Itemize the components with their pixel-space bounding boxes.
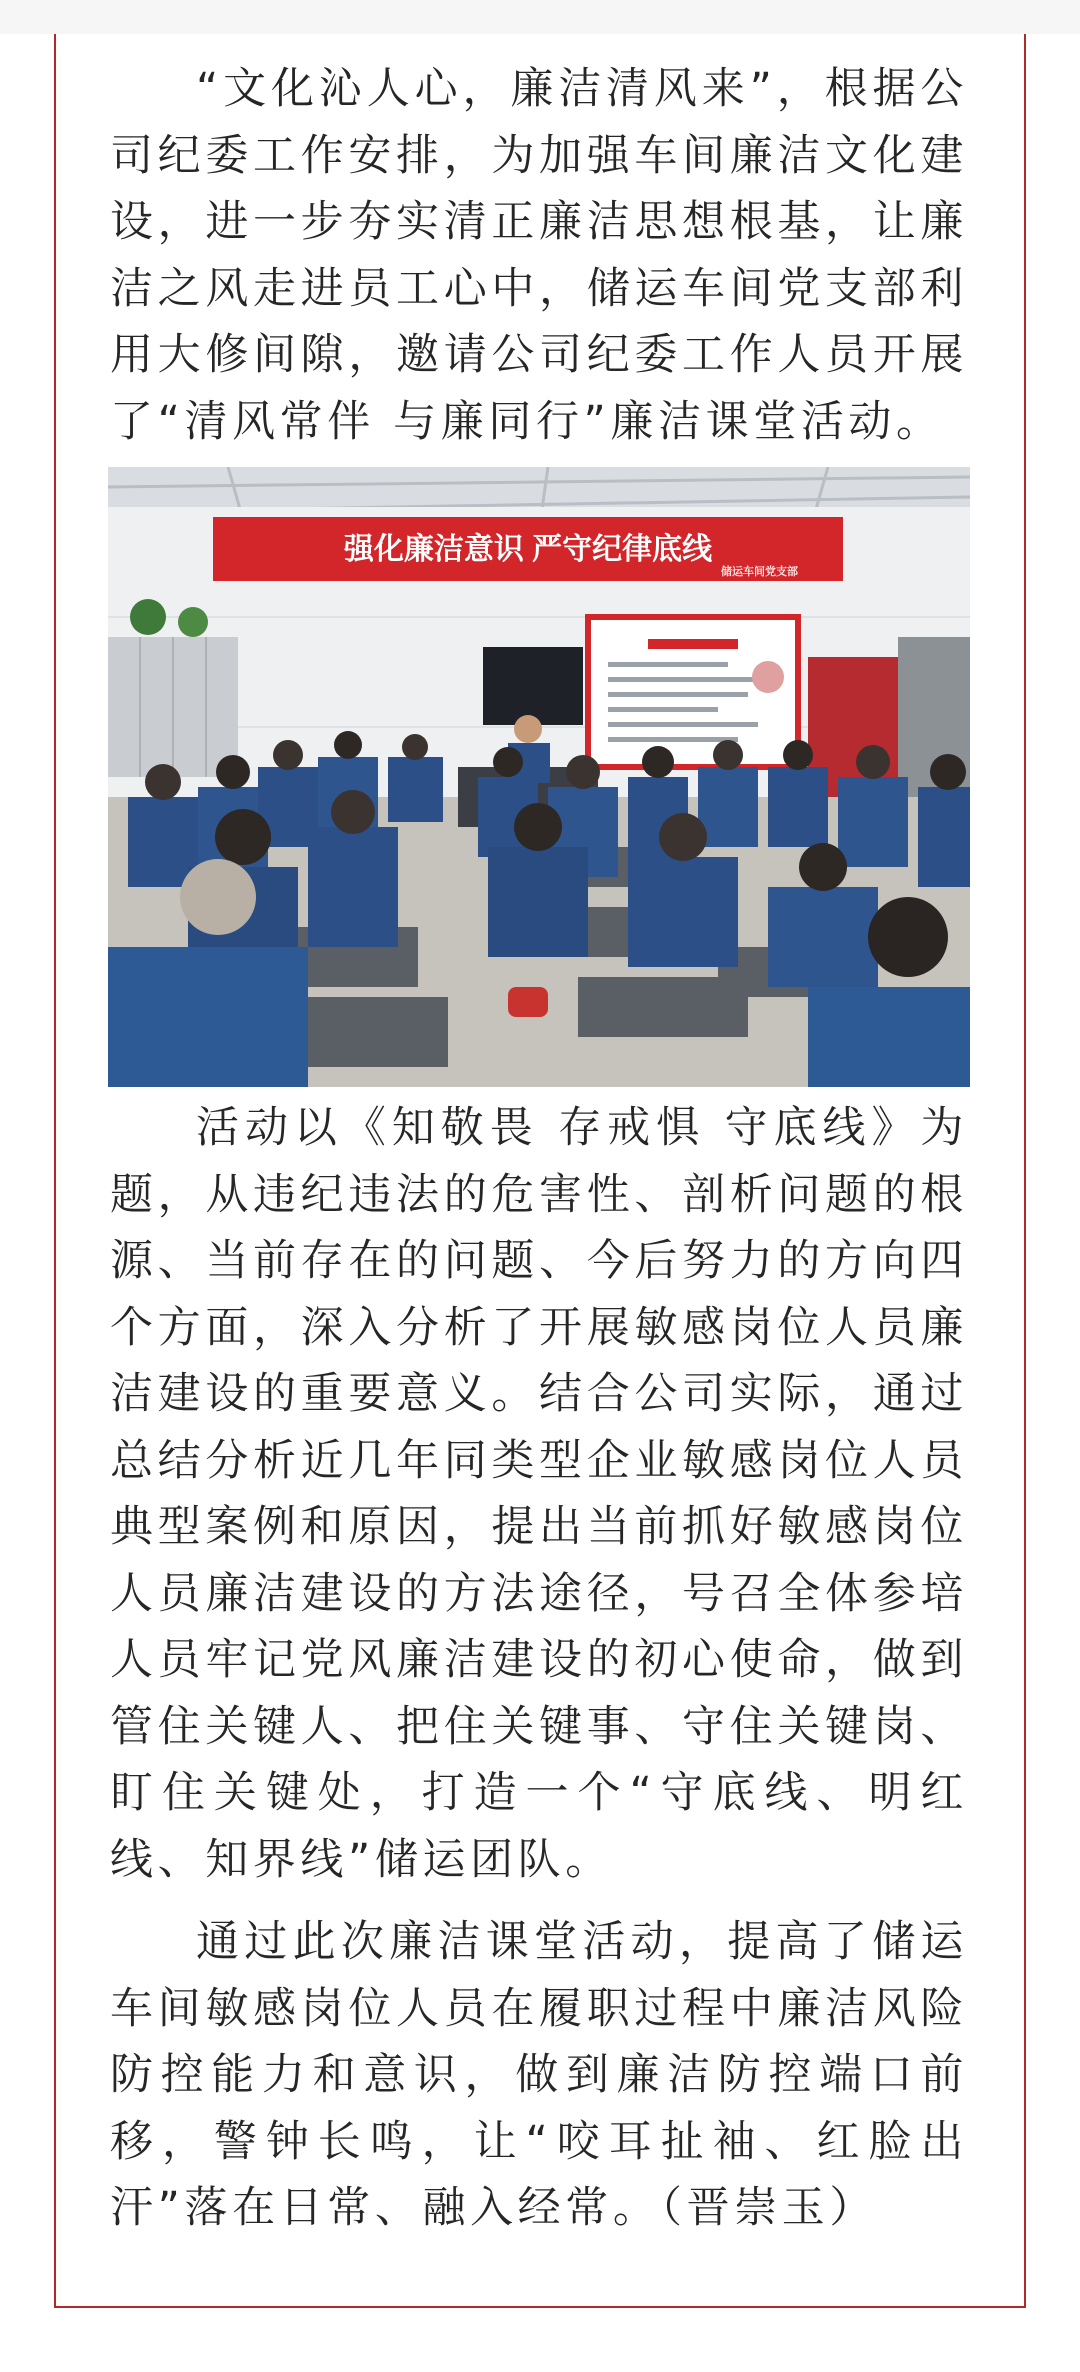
banner-subtext: 储运车间党支部 — [721, 566, 798, 578]
paragraph-activity: 活动以《知敬畏 存戒惧 守底线》为题，从违纪违法的危害性、剖析问题的根源、当前存在的问题、今后努力的方向四个方面，深入分析了开展敏感岗位人员廉洁建设的重要意义。结合公司实际，通过总结分析近几年同类型企业敏感岗位人员典型案例和原因，提出当前抓好敏感岗位人员廉洁建设的方法途径，号召全体参培人员牢记党风廉洁建设的初心使命，做到管住关键人、把住关键事、守住关键岗、盯住关键处，打造一个“守底线、明红线、知界线”储运团队。 — [110, 1103, 968, 1885]
meeting-photo — [108, 467, 970, 1087]
article-body — [110, 56, 968, 2242]
paragraph-conclusion: 通过此次廉洁课堂活动，提高了储运车间敏感岗位人员在履职过程中廉洁风险防控能力和意识，做到廉洁防控端口前移，警钟长鸣，让“咬耳扯袖、红脸出汗”落在日常、融入经常。（晋崇玉） — [110, 1917, 968, 2233]
banner-text: 强化廉洁意识 严守纪律底线 — [343, 533, 713, 566]
top-strip — [0, 0, 1080, 34]
paragraph-intro: “文化沁人心，廉洁清风来”，根据公司纪委工作安排，为加强车间廉洁文化建设，进一步夯实清正廉洁思想根基，让廉洁之风走进员工心中，储运车间党支部利用大修间隙，邀请公司纪委工作人员开展了“清风常伴 与廉同行”廉洁课堂活动。 — [110, 64, 968, 447]
